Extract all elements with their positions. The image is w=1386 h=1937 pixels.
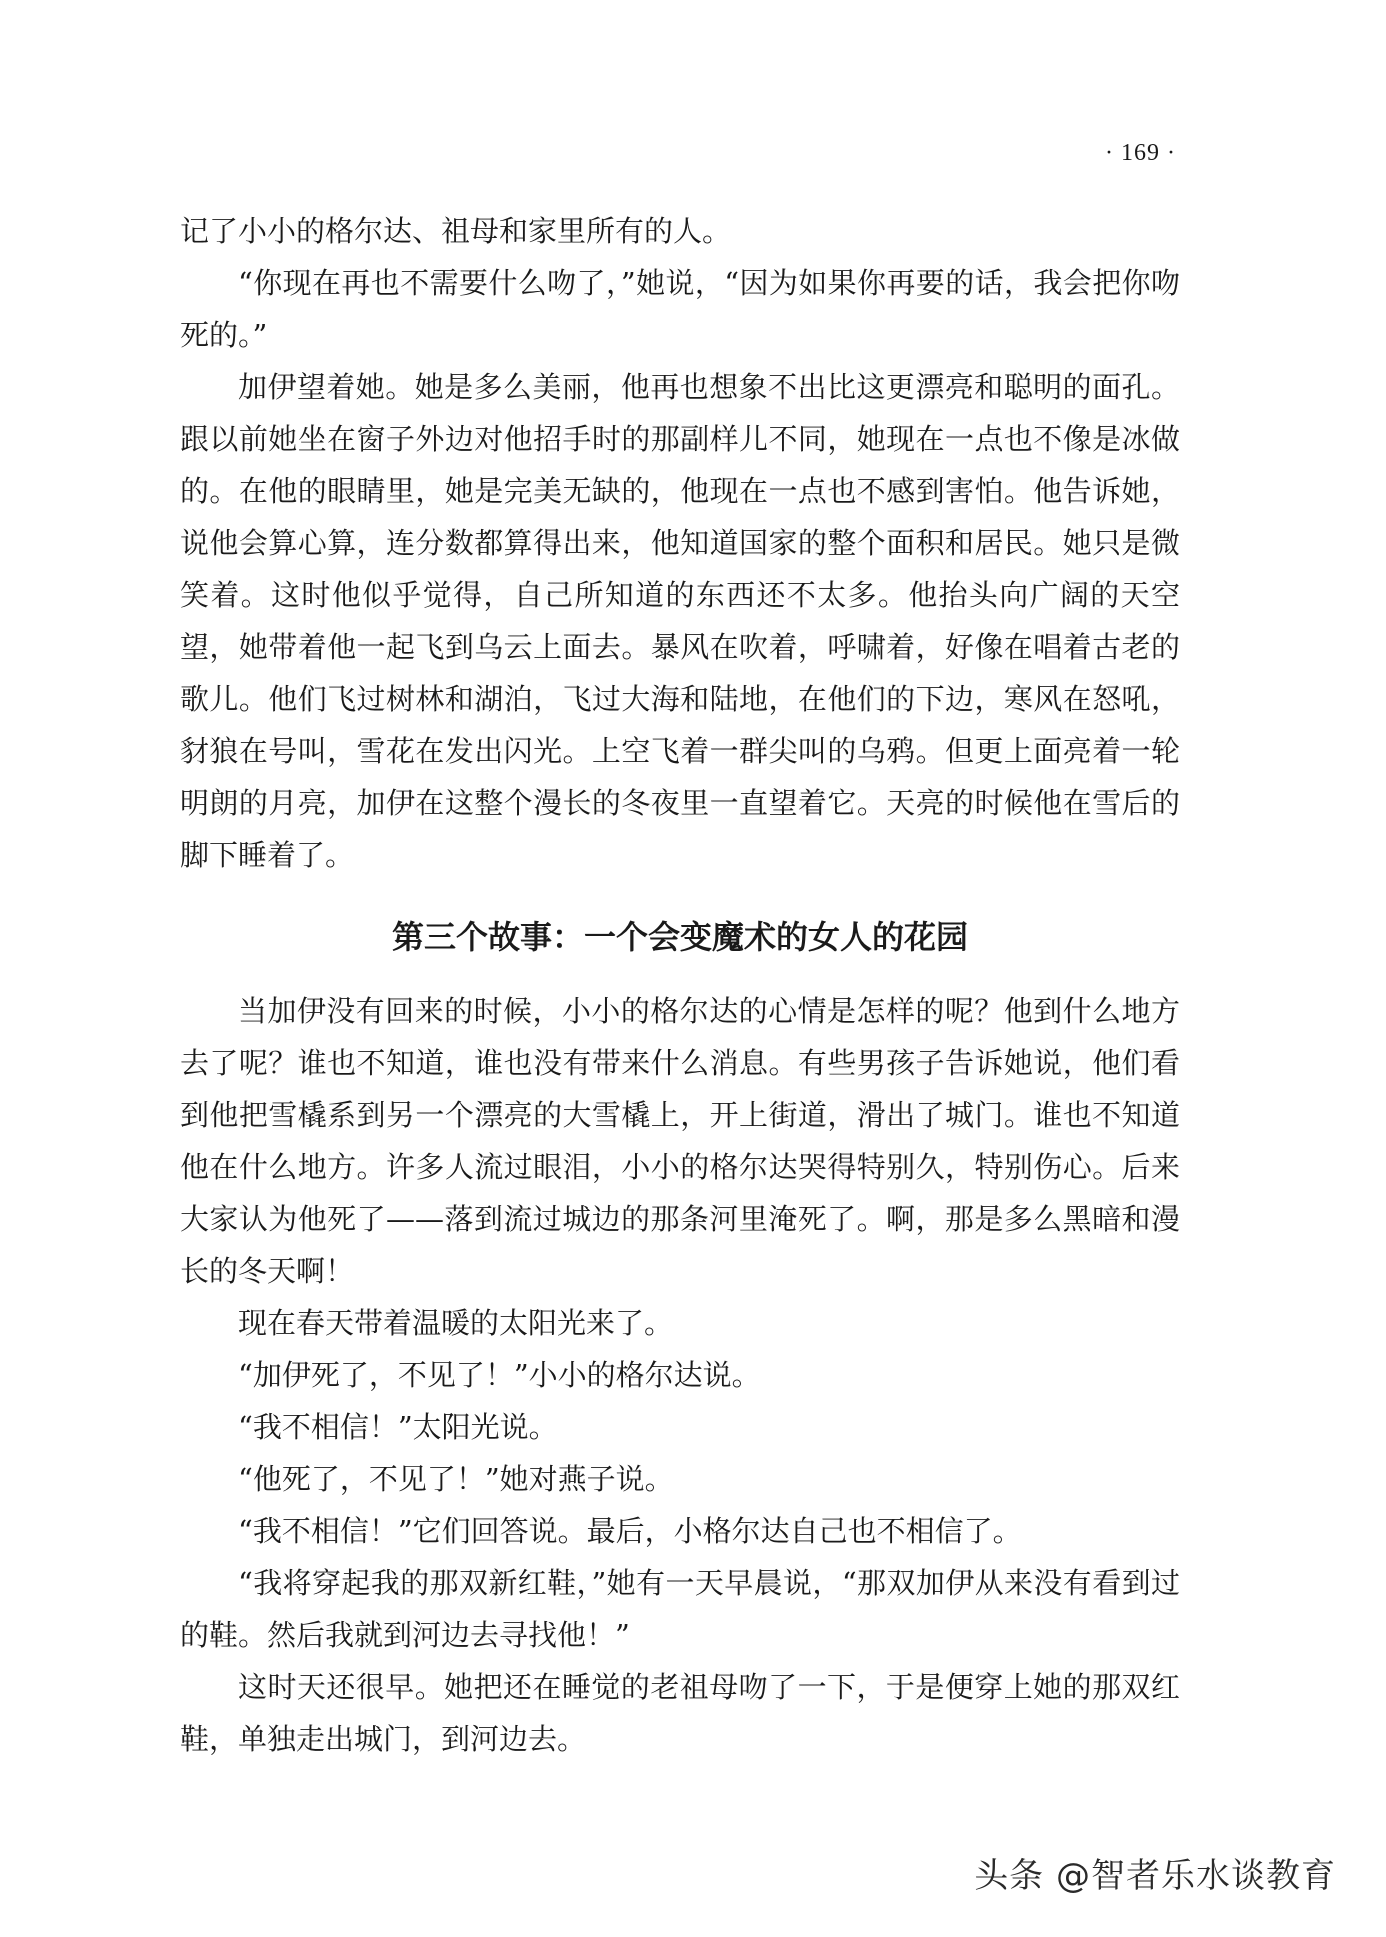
paragraph: “我不相信！”它们回答说。最后，小格尔达自己也不相信了。 — [238, 1514, 1022, 1548]
paragraph: 加伊望着她。她是多么美丽，他再也想象不出比这更漂亮和聪明的面孔。跟以前她坐在窗子外边对他招手时的那副样儿不同，她现在一点也不像是冰做的。在他的眼睛里，她是完美无缺的，他现在一点也不感到害怕。他告诉她，说他会算心算，连分数都算得出来，他知道国家的整个面积和居民。她只是微笑着。这时他似乎觉得，自己所知道的东西还不太多。他抬头向广阔的天空望，她带着他一起飞到乌云上面去。暴风在吹着，呼啸着，好像在唱着古老的歌儿。他们飞过树林和湖泊，飞过大海和陆地，在他们的下边，寒风在怒吼，豺狼在号叫，雪花在发出闪光。上空飞着一群尖叫的乌鸦。但更上面亮着一轮明朗的月亮，加伊在这整个漫长的冬夜里一直望着它。天亮的时候他在雪后的脚下睡着了。 — [180, 370, 1180, 872]
paragraph: 当加伊没有回来的时候，小小的格尔达的心情是怎样的呢？他到什么地方去了呢？谁也不知道，谁也没有带来什么消息。有些男孩子告诉她说，他们看到他把雪橇系到另一个漂亮的大雪橇上，开上街道，滑出了城门。谁也不知道他在什么地方。许多人流过眼泪，小小的格尔达哭得特别久，特别伤心。后来大家认为他死了——落到流过城边的那条河里淹死了。啊，那是多么黑暗和漫长的冬天啊！ — [180, 994, 1180, 1288]
paragraph: 这时天还很早。她把还在睡觉的老祖母吻了一下，于是便穿上她的那双红鞋，单独走出城门，到河边去。 — [180, 1670, 1180, 1756]
paragraph: “加伊死了，不见了！”小小的格尔达说。 — [238, 1358, 761, 1392]
paragraph: “我不相信！”太阳光说。 — [238, 1410, 558, 1444]
paragraph: 现在春天带着温暖的太阳光来了。 — [238, 1306, 674, 1340]
paragraph: “他死了，不见了！”她对燕子说。 — [238, 1462, 674, 1496]
watermark-text: 头条 @智者乐水谈教育 — [974, 1856, 1336, 1896]
page-number: · 169 · — [1105, 140, 1176, 166]
page-body — [180, 205, 1180, 1765]
paragraph: “我将穿起我的那双新红鞋，”她有一天早晨说，“那双加伊从来没有看到过的鞋。然后我就到河边去寻找他！” — [180, 1566, 1180, 1652]
section-title: 第三个故事：一个会变魔术的女人的花园 — [391, 918, 968, 956]
paragraph: “你现在再也不需要什么吻了，”她说，“因为如果你再要的话，我会把你吻死的。” — [180, 266, 1180, 352]
paragraph: 记了小小的格尔达、祖母和家里所有的人。 — [180, 214, 732, 248]
